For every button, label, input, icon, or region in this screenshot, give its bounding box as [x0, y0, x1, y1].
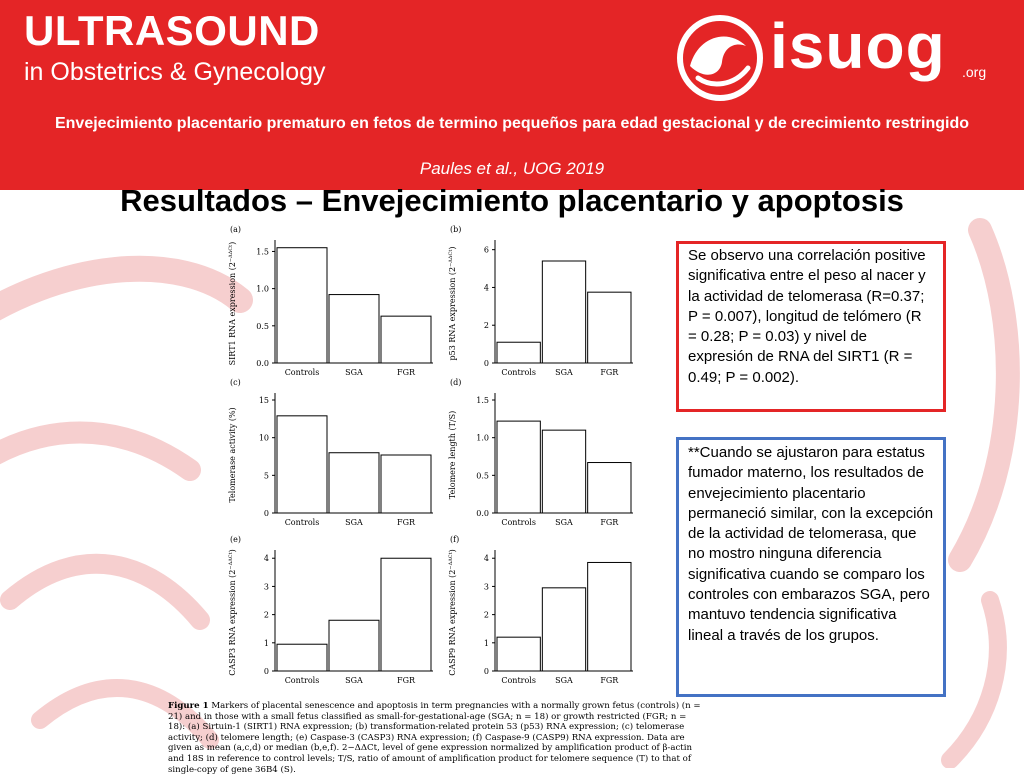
panel-e-bar-controls	[277, 644, 327, 671]
panel-d-ytick-label: 1.0	[476, 433, 489, 443]
panel-e-bar-sga	[329, 620, 379, 671]
panel-f-label: (f)	[450, 535, 460, 544]
panel-b-ylabel: p53 RNA expression $(2^{-\Delta\Delta Ct})$	[448, 246, 457, 361]
panel-e-category-label: FGR	[397, 676, 415, 685]
panel-d-ytick-label: 0.5	[476, 471, 489, 481]
panel-b-ytick-label: 4	[483, 283, 489, 293]
panel-e-ytick-label: 1	[263, 638, 269, 648]
panel-b-category-label: SGA	[555, 368, 573, 377]
panel-b-label: (b)	[450, 225, 462, 234]
panel-a-ytick-label: 0.0	[256, 359, 269, 368]
panel-a-ytick-label: 1.0	[256, 284, 269, 294]
article-title: Envejecimiento placentario prematuro en fetos de termino pequeños para edad gestacional y de crecimiento restringido	[54, 115, 969, 132]
figure-1-svg	[165, 222, 665, 702]
panel-f-bar-sga	[542, 588, 585, 671]
panel-c-bar-sga	[329, 453, 379, 513]
panel-d-bar-controls	[497, 421, 540, 513]
citation: Paules et al., UOG 2019	[419, 159, 605, 178]
panel-f-category-label: FGR	[600, 676, 619, 685]
panel-c-label: (c)	[230, 378, 241, 387]
panel-f-ytick-label: 2	[483, 610, 489, 620]
panel-b-category-label: FGR	[600, 368, 619, 377]
panel-c-ytick-label: 10	[258, 433, 269, 443]
panel-a-bar-fgr	[381, 316, 431, 363]
correlation-note-text: Se observo una correlación positive significativa entre el peso al nacer y la actividad de telomerasa (R=0.37; P = 0.007), longitud de telómero (R = 0.28; P = 0.03) y nivel de expresión de RNA del SIRT1 (R = 0.49; P = 0.002).	[688, 247, 926, 386]
panel-d-ytick-label: 0.0	[476, 509, 489, 518]
panel-d-label: (d)	[450, 378, 462, 387]
figure-caption	[168, 701, 703, 775]
panel-e-bar-fgr	[381, 558, 431, 671]
panel-e-ytick-label: 3	[263, 582, 269, 592]
panel-f-ytick-label: 3	[483, 582, 489, 592]
panel-d-ytick-label: 1.5	[476, 396, 489, 406]
panel-a-label: (a)	[230, 225, 242, 234]
panel-b-ytick-label: 0	[483, 359, 489, 368]
panel-e-label: (e)	[230, 535, 241, 544]
journal-name: ULTRASOUND	[24, 7, 320, 54]
panel-b-bar-sga	[542, 261, 585, 363]
logo-suffix: .org	[962, 64, 987, 80]
panel-c-ytick-label: 0	[263, 509, 269, 518]
panel-f-ytick-label: 1	[483, 638, 489, 648]
panel-a-bar-sga	[329, 295, 379, 363]
panel-d-ylabel: Telomere length (T/S)	[448, 410, 457, 500]
panel-c-ytick-label: 15	[258, 396, 269, 406]
figure-1-panels	[165, 222, 665, 768]
panel-a-ytick-label: 1.5	[256, 247, 269, 257]
panel-e-ytick-label: 2	[263, 610, 269, 620]
panel-d-category-label: FGR	[600, 518, 619, 527]
panel-c-ytick-label: 5	[263, 471, 269, 481]
panel-c-bar-controls	[277, 416, 327, 513]
logo-text: isuog	[770, 10, 946, 82]
panel-e-category-label: Controls	[284, 676, 320, 685]
panel-b-bar-fgr	[588, 292, 631, 363]
panel-c-category-label: FGR	[397, 518, 415, 527]
caption-text: Markers of placental senescence and apoptosis in term pregnancies with a normally grown fetus (controls) (n = 21) and in those with a small fetus classified as small-for-gestational-age (SGA; n = 18) or growth restricted (FGR; n = 18): (a) Sirtuin-1 (SIRT1) RNA expression; (b) transformation-related protein 53 (p53) RNA expression; (c) telomerase activity; (d) telomere length; (e) Caspase-3 (CASP3) RNA expression; (f) Caspase-9 (CASP9) RNA expression. Data are given as mean (a,c,d) or median (b,e,f). 2−ΔΔCt, level of gene expression normalized by amplification product of β-actin and 18S in reference to control levels; T/S, ratio of amount of amplification product for telomere sequence (T) to that of single-copy of gene 36B4 (S).	[168, 701, 701, 775]
section-title: Resultados – Envejecimiento placentario y apoptosis	[120, 183, 904, 218]
panel-f-category-label: SGA	[555, 676, 573, 685]
panel-e-ytick-label: 4	[263, 554, 269, 564]
panel-f-category-label: Controls	[501, 676, 536, 685]
panel-f-ylabel: CASP9 RNA expression $(2^{-\Delta\Delta Ct})$	[448, 549, 457, 676]
panel-e-ytick-label: 0	[263, 667, 269, 676]
panel-b-ytick-label: 6	[483, 245, 489, 255]
header-banner	[0, 0, 1024, 190]
panel-b-category-label: Controls	[501, 368, 536, 377]
panel-e-category-label: SGA	[345, 676, 363, 685]
panel-f-bar-controls	[497, 637, 540, 671]
panel-a-category-label: SGA	[345, 368, 363, 377]
panel-b-bar-controls	[497, 342, 540, 363]
panel-a-bar-controls	[277, 248, 327, 363]
panel-f-ytick-label: 0	[483, 667, 489, 676]
panel-d-category-label: SGA	[555, 518, 573, 527]
panel-a-ytick-label: 0.5	[256, 321, 269, 331]
panel-c-category-label: SGA	[345, 518, 363, 527]
panel-a-category-label: Controls	[284, 368, 320, 377]
smoking-adjustment-note-box	[676, 437, 946, 697]
panel-f-bar-fgr	[588, 562, 631, 671]
panel-e-ylabel: CASP3 RNA expression $(2^{-\Delta\Delta Ct})$	[228, 549, 237, 676]
panel-c-ylabel: Telomerase activity (%)	[228, 407, 237, 503]
smoking-adjustment-note-text: **Cuando se ajustaron para estatus fumador materno, los resultados de envejecimiento placentario permaneció similar, con la excepción de la actividad de telomerasa, que no mostro ninguna diferencia significativa cuando se comparo los controles con embarazos SGA, pero mantuvo tendencia significativa lineal a través de los grupos.	[688, 444, 934, 644]
panel-a-category-label: FGR	[397, 368, 415, 377]
panel-b-ytick-label: 2	[483, 321, 489, 331]
panel-c-bar-fgr	[381, 455, 431, 513]
caption-label: Figure 1	[168, 701, 209, 711]
panel-a-ylabel: SIRT1 RNA expression $(2^{-\Delta\Delta Ct})$	[228, 241, 237, 366]
correlation-note-box	[676, 241, 946, 412]
panel-d-category-label: Controls	[501, 518, 536, 527]
panel-d-bar-sga	[542, 430, 585, 513]
panel-c-category-label: Controls	[284, 518, 320, 527]
panel-d-bar-fgr	[588, 463, 631, 513]
panel-f-ytick-label: 4	[483, 554, 489, 564]
journal-subtitle: in Obstetrics & Gynecology	[24, 58, 326, 86]
